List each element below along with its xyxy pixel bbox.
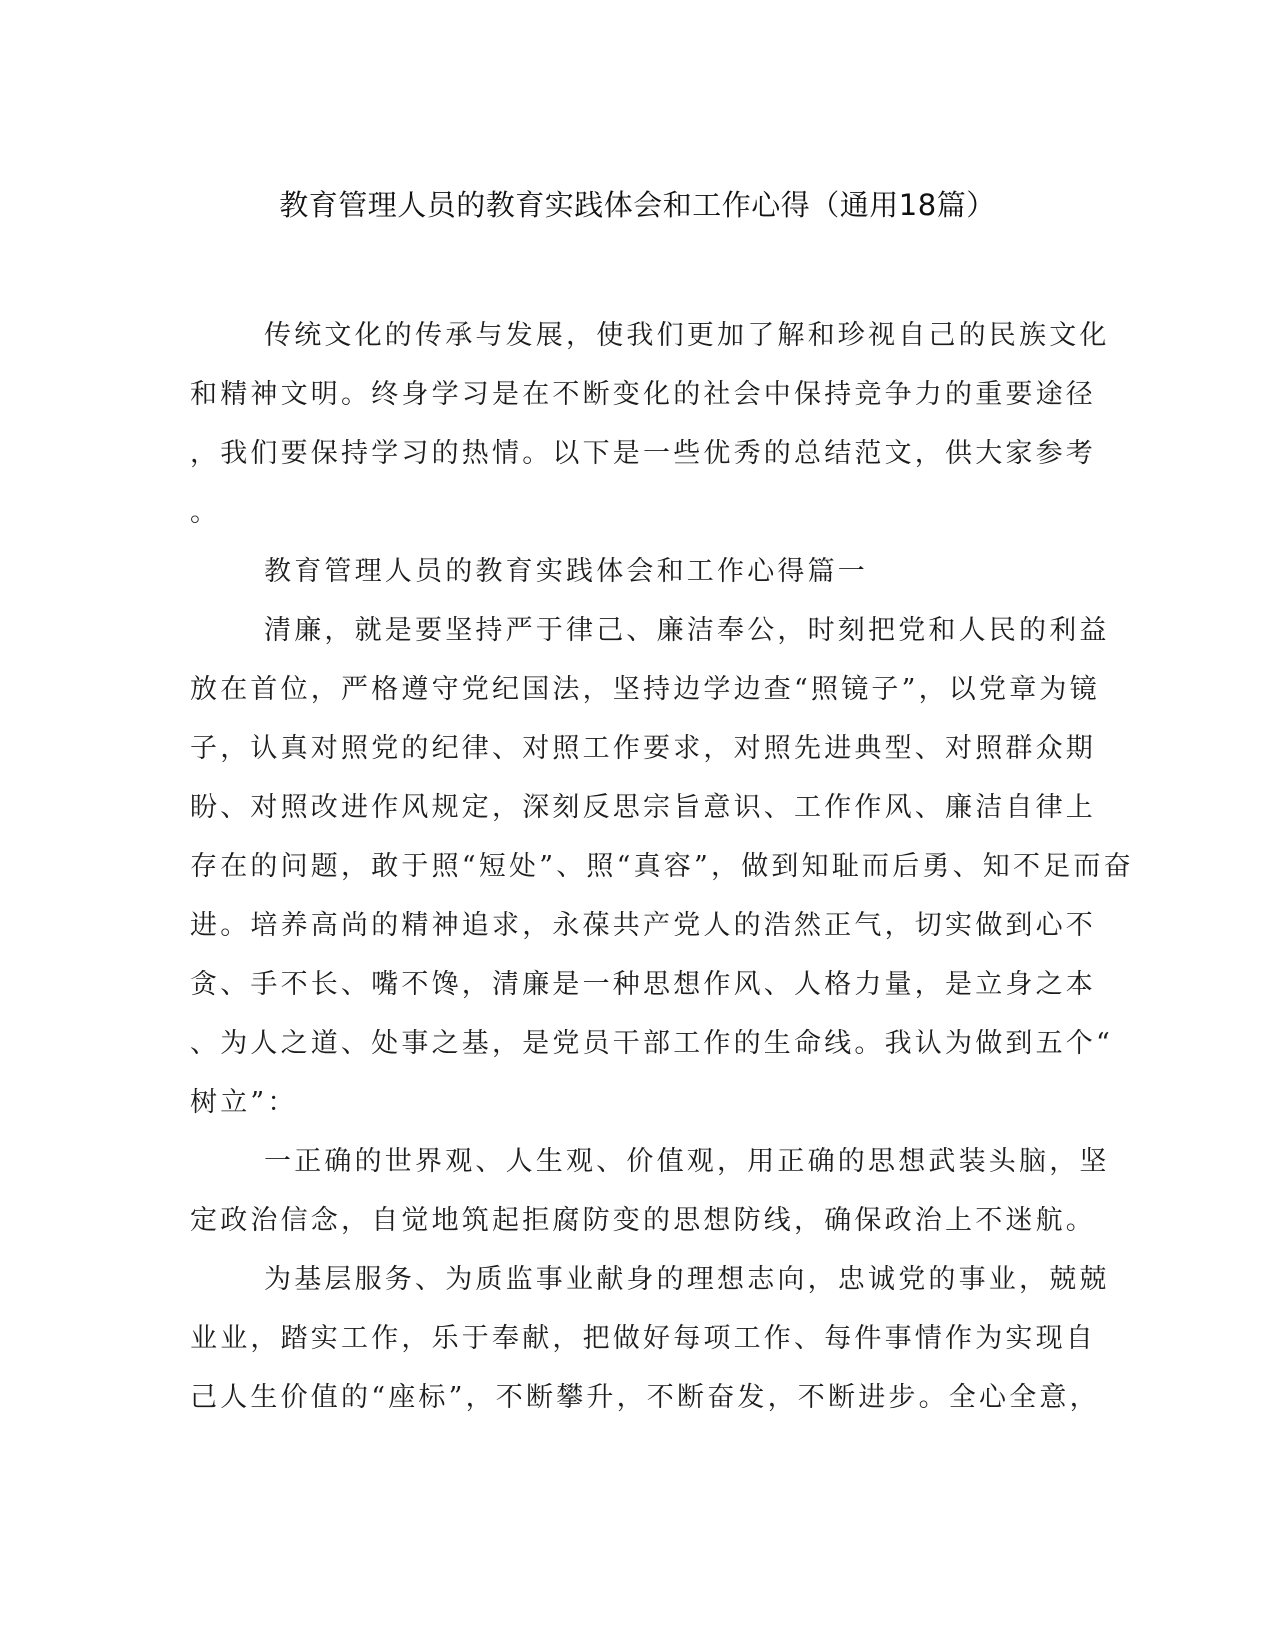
text-line: ，我们要保持学习的热情。以下是一些优秀的总结范文，供大家参考 (190, 438, 1096, 469)
text-line: 树立”： (190, 1087, 298, 1118)
text-line: 为基层服务、为质监事业献身的理想志向，忠诚党的事业，兢兢 (264, 1264, 1110, 1295)
text-line: 业业，踏实工作，乐于奉献，把做好每项工作、每件事情作为实现自 (190, 1323, 1096, 1354)
text-line: 进。培养高尚的精神追求，永葆共产党人的浩然正气，切实做到心不 (190, 910, 1096, 941)
text-line: 清廉，就是要坚持严于律己、廉洁奉公，时刻把党和人民的利益 (264, 615, 1110, 646)
section-heading: 教育管理人员的教育实践体会和工作心得篇一 (264, 556, 868, 587)
text-line: 一正确的世界观、人生观、价值观，用正确的思想武装头脑，坚 (264, 1146, 1110, 1177)
text-line: 放在首位，严格遵守党纪国法，坚持边学边查“照镜子”，以党章为镜 (190, 674, 1100, 705)
text-line: 存在的问题，敢于照“短处”、照“真容”，做到知耻而后勇、知不足而奋 (190, 851, 1134, 882)
text-line: 、为人之道、处事之基，是党员干部工作的生命线。我认为做到五个“ (190, 1028, 1114, 1059)
text-line: 贪、手不长、嘴不馋，清廉是一种思想作风、人格力量，是立身之本 (190, 969, 1096, 1000)
text-line: 和精神文明。终身学习是在不断变化的社会中保持竞争力的重要途径 (190, 379, 1096, 410)
text-line: 己人生价值的“座标”，不断攀升，不断奋发，不断进步。全心全意， (190, 1382, 1100, 1413)
text-line: 子，认真对照党的纪律、对照工作要求，对照先进典型、对照群众期 (190, 733, 1096, 764)
text-line: 传统文化的传承与发展，使我们更加了解和珍视自己的民族文化 (264, 320, 1110, 351)
document-title: 教育管理人员的教育实践体会和工作心得（通用18篇） (279, 188, 996, 222)
text-line: 定政治信念，自觉地筑起拒腐防变的思想防线，确保政治上不迷航。 (190, 1205, 1096, 1236)
text-line: 。 (190, 497, 221, 528)
text-line: 盼、对照改进作风规定，深刻反思宗旨意识、工作作风、廉洁自律上 (190, 792, 1096, 823)
